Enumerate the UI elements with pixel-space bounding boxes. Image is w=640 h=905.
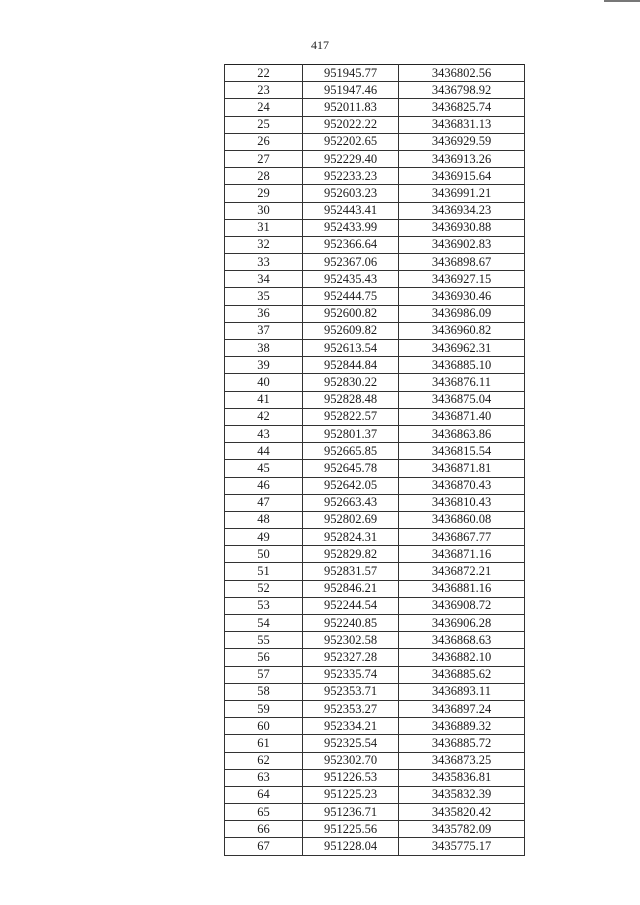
point-number-cell: 62 <box>225 752 303 769</box>
table-row <box>225 718 525 735</box>
x-coordinate-cell: 952302.70 <box>303 752 399 769</box>
x-coordinate-cell: 952663.43 <box>303 494 399 511</box>
table-row <box>225 288 525 305</box>
y-coordinate-cell: 3436831.13 <box>399 116 525 133</box>
table-row <box>225 99 525 116</box>
y-coordinate-cell: 3436913.26 <box>399 150 525 167</box>
x-coordinate-cell: 952011.83 <box>303 99 399 116</box>
x-coordinate-cell: 952229.40 <box>303 150 399 167</box>
y-coordinate-cell: 3436825.74 <box>399 99 525 116</box>
point-number-cell: 27 <box>225 150 303 167</box>
point-number-cell: 36 <box>225 305 303 322</box>
table-row <box>225 202 525 219</box>
point-number-cell: 49 <box>225 529 303 546</box>
table-row <box>225 425 525 442</box>
page-number: 417 <box>311 38 329 52</box>
point-number-cell: 23 <box>225 82 303 99</box>
table-row <box>225 460 525 477</box>
y-coordinate-cell: 3435836.81 <box>399 769 525 786</box>
point-number-cell: 22 <box>225 65 303 82</box>
table-row <box>225 340 525 357</box>
y-coordinate-cell: 3436991.21 <box>399 185 525 202</box>
point-number-cell: 48 <box>225 511 303 528</box>
table-row <box>225 666 525 683</box>
x-coordinate-cell: 952829.82 <box>303 546 399 563</box>
x-coordinate-cell: 952327.28 <box>303 649 399 666</box>
x-coordinate-cell: 951947.46 <box>303 82 399 99</box>
y-coordinate-cell: 3436810.43 <box>399 494 525 511</box>
x-coordinate-cell: 952822.57 <box>303 408 399 425</box>
y-coordinate-cell: 3436875.04 <box>399 391 525 408</box>
y-coordinate-cell: 3436871.81 <box>399 460 525 477</box>
y-coordinate-cell: 3436867.77 <box>399 529 525 546</box>
table-row <box>225 632 525 649</box>
table-row <box>225 168 525 185</box>
table-row <box>225 116 525 133</box>
y-coordinate-cell: 3436986.09 <box>399 305 525 322</box>
table-row <box>225 322 525 339</box>
point-number-cell: 33 <box>225 254 303 271</box>
point-number-cell: 67 <box>225 838 303 855</box>
y-coordinate-cell: 3436893.11 <box>399 683 525 700</box>
point-number-cell: 29 <box>225 185 303 202</box>
point-number-cell: 54 <box>225 615 303 632</box>
table-row <box>225 615 525 632</box>
y-coordinate-cell: 3436868.63 <box>399 632 525 649</box>
point-number-cell: 39 <box>225 357 303 374</box>
table-row <box>225 443 525 460</box>
x-coordinate-cell: 952366.64 <box>303 236 399 253</box>
point-number-cell: 37 <box>225 322 303 339</box>
point-number-cell: 61 <box>225 735 303 752</box>
x-coordinate-cell: 952830.22 <box>303 374 399 391</box>
x-coordinate-cell: 952367.06 <box>303 254 399 271</box>
x-coordinate-cell: 952444.75 <box>303 288 399 305</box>
point-number-cell: 53 <box>225 597 303 614</box>
y-coordinate-cell: 3436898.67 <box>399 254 525 271</box>
x-coordinate-cell: 952443.41 <box>303 202 399 219</box>
table-row <box>225 305 525 322</box>
x-coordinate-cell: 952846.21 <box>303 580 399 597</box>
point-number-cell: 46 <box>225 477 303 494</box>
point-number-cell: 58 <box>225 683 303 700</box>
y-coordinate-cell: 3436885.10 <box>399 357 525 374</box>
table-row <box>225 529 525 546</box>
y-coordinate-cell: 3436881.16 <box>399 580 525 597</box>
x-coordinate-cell: 952665.85 <box>303 443 399 460</box>
y-coordinate-cell: 3436908.72 <box>399 597 525 614</box>
table-row <box>225 236 525 253</box>
point-number-cell: 51 <box>225 563 303 580</box>
y-coordinate-cell: 3436962.31 <box>399 340 525 357</box>
x-coordinate-cell: 952801.37 <box>303 425 399 442</box>
y-coordinate-cell: 3436902.83 <box>399 236 525 253</box>
table-row <box>225 271 525 288</box>
x-coordinate-cell: 952831.57 <box>303 563 399 580</box>
table-row <box>225 546 525 563</box>
point-number-cell: 65 <box>225 804 303 821</box>
point-number-cell: 56 <box>225 649 303 666</box>
coordinates-table-body <box>225 65 525 856</box>
point-number-cell: 38 <box>225 340 303 357</box>
x-coordinate-cell: 952233.23 <box>303 168 399 185</box>
y-coordinate-cell: 3435832.39 <box>399 786 525 803</box>
point-number-cell: 32 <box>225 236 303 253</box>
x-coordinate-cell: 952244.54 <box>303 597 399 614</box>
table-row <box>225 477 525 494</box>
x-coordinate-cell: 951228.04 <box>303 838 399 855</box>
x-coordinate-cell: 952353.27 <box>303 700 399 717</box>
point-number-cell: 64 <box>225 786 303 803</box>
table-row <box>225 563 525 580</box>
table-row <box>225 408 525 425</box>
table-row <box>225 838 525 855</box>
table-row <box>225 494 525 511</box>
x-coordinate-cell: 951225.56 <box>303 821 399 838</box>
x-coordinate-cell: 952335.74 <box>303 666 399 683</box>
y-coordinate-cell: 3436815.54 <box>399 443 525 460</box>
point-number-cell: 25 <box>225 116 303 133</box>
point-number-cell: 43 <box>225 425 303 442</box>
x-coordinate-cell: 952334.21 <box>303 718 399 735</box>
y-coordinate-cell: 3436798.92 <box>399 82 525 99</box>
table-row <box>225 82 525 99</box>
table-row <box>225 821 525 838</box>
y-coordinate-cell: 3436876.11 <box>399 374 525 391</box>
table-row <box>225 752 525 769</box>
x-coordinate-cell: 952240.85 <box>303 615 399 632</box>
y-coordinate-cell: 3436860.08 <box>399 511 525 528</box>
x-coordinate-cell: 951945.77 <box>303 65 399 82</box>
point-number-cell: 28 <box>225 168 303 185</box>
point-number-cell: 34 <box>225 271 303 288</box>
x-coordinate-cell: 952325.54 <box>303 735 399 752</box>
table-row <box>225 580 525 597</box>
coordinates-table <box>224 64 525 856</box>
y-coordinate-cell: 3436863.86 <box>399 425 525 442</box>
point-number-cell: 30 <box>225 202 303 219</box>
table-row <box>225 786 525 803</box>
point-number-cell: 59 <box>225 700 303 717</box>
table-row <box>225 219 525 236</box>
x-coordinate-cell: 951225.23 <box>303 786 399 803</box>
y-coordinate-cell: 3436882.10 <box>399 649 525 666</box>
table-row <box>225 374 525 391</box>
y-coordinate-cell: 3436885.72 <box>399 735 525 752</box>
table-row <box>225 804 525 821</box>
y-coordinate-cell: 3435820.42 <box>399 804 525 821</box>
table-row <box>225 65 525 82</box>
y-coordinate-cell: 3436871.40 <box>399 408 525 425</box>
point-number-cell: 31 <box>225 219 303 236</box>
table-row <box>225 700 525 717</box>
x-coordinate-cell: 952642.05 <box>303 477 399 494</box>
table-row <box>225 511 525 528</box>
x-coordinate-cell: 952435.43 <box>303 271 399 288</box>
y-coordinate-cell: 3435775.17 <box>399 838 525 855</box>
table-row <box>225 150 525 167</box>
point-number-cell: 42 <box>225 408 303 425</box>
x-coordinate-cell: 951236.71 <box>303 804 399 821</box>
point-number-cell: 55 <box>225 632 303 649</box>
table-row <box>225 683 525 700</box>
y-coordinate-cell: 3436930.88 <box>399 219 525 236</box>
table-row <box>225 254 525 271</box>
point-number-cell: 45 <box>225 460 303 477</box>
table-row <box>225 357 525 374</box>
table-row <box>225 649 525 666</box>
point-number-cell: 24 <box>225 99 303 116</box>
x-coordinate-cell: 952600.82 <box>303 305 399 322</box>
table-row <box>225 597 525 614</box>
table-row <box>225 391 525 408</box>
table-row <box>225 133 525 150</box>
x-coordinate-cell: 952603.23 <box>303 185 399 202</box>
y-coordinate-cell: 3436960.82 <box>399 322 525 339</box>
y-coordinate-cell: 3436934.23 <box>399 202 525 219</box>
y-coordinate-cell: 3436870.43 <box>399 477 525 494</box>
table-row <box>225 185 525 202</box>
point-number-cell: 44 <box>225 443 303 460</box>
x-coordinate-cell: 952302.58 <box>303 632 399 649</box>
table-row <box>225 735 525 752</box>
y-coordinate-cell: 3436927.15 <box>399 271 525 288</box>
y-coordinate-cell: 3436929.59 <box>399 133 525 150</box>
x-coordinate-cell: 952433.99 <box>303 219 399 236</box>
y-coordinate-cell: 3436930.46 <box>399 288 525 305</box>
y-coordinate-cell: 3436802.56 <box>399 65 525 82</box>
x-coordinate-cell: 952844.84 <box>303 357 399 374</box>
y-coordinate-cell: 3436915.64 <box>399 168 525 185</box>
point-number-cell: 63 <box>225 769 303 786</box>
point-number-cell: 26 <box>225 133 303 150</box>
point-number-cell: 52 <box>225 580 303 597</box>
point-number-cell: 57 <box>225 666 303 683</box>
y-coordinate-cell: 3436872.21 <box>399 563 525 580</box>
x-coordinate-cell: 952828.48 <box>303 391 399 408</box>
y-coordinate-cell: 3436871.16 <box>399 546 525 563</box>
point-number-cell: 60 <box>225 718 303 735</box>
point-number-cell: 47 <box>225 494 303 511</box>
x-coordinate-cell: 952824.31 <box>303 529 399 546</box>
top-edge-rule <box>604 0 640 2</box>
x-coordinate-cell: 952202.65 <box>303 133 399 150</box>
x-coordinate-cell: 952645.78 <box>303 460 399 477</box>
y-coordinate-cell: 3436873.25 <box>399 752 525 769</box>
point-number-cell: 50 <box>225 546 303 563</box>
y-coordinate-cell: 3436885.62 <box>399 666 525 683</box>
y-coordinate-cell: 3436906.28 <box>399 615 525 632</box>
x-coordinate-cell: 952022.22 <box>303 116 399 133</box>
point-number-cell: 35 <box>225 288 303 305</box>
y-coordinate-cell: 3435782.09 <box>399 821 525 838</box>
y-coordinate-cell: 3436897.24 <box>399 700 525 717</box>
x-coordinate-cell: 952802.69 <box>303 511 399 528</box>
y-coordinate-cell: 3436889.32 <box>399 718 525 735</box>
table-row <box>225 769 525 786</box>
point-number-cell: 66 <box>225 821 303 838</box>
point-number-cell: 40 <box>225 374 303 391</box>
point-number-cell: 41 <box>225 391 303 408</box>
x-coordinate-cell: 951226.53 <box>303 769 399 786</box>
x-coordinate-cell: 952609.82 <box>303 322 399 339</box>
x-coordinate-cell: 952613.54 <box>303 340 399 357</box>
x-coordinate-cell: 952353.71 <box>303 683 399 700</box>
